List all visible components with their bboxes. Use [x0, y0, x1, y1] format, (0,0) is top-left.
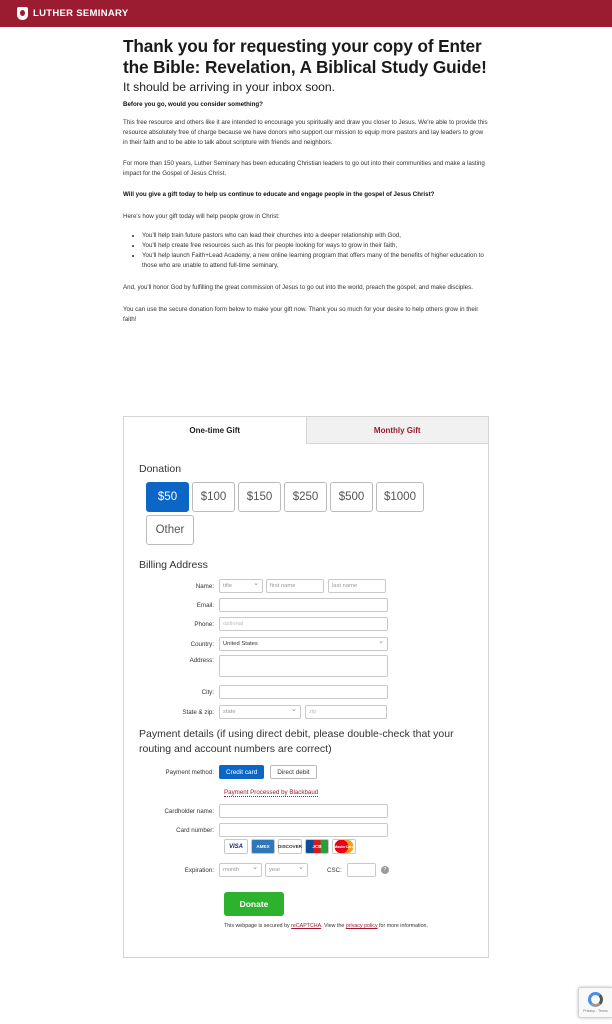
csc-label: CSC: [327, 866, 342, 874]
country-label: Country: [190, 640, 214, 648]
amount-1000-button[interactable]: $1000 [376, 482, 424, 512]
site-header [0, 0, 612, 27]
luther-logo-icon[interactable] [17, 7, 28, 20]
cardholder-row [124, 804, 388, 818]
privacy-policy-link[interactable]: privacy policy [345, 923, 378, 929]
state-zip-row [124, 705, 387, 719]
billing-heading: Billing Address [139, 559, 208, 571]
form-intro-paragraph: You can use the secure donation form below to make your gift now. Thank you so much for your desire to help others grow in their faith! [123, 306, 479, 323]
year-select[interactable]: year ⌄ [265, 863, 308, 877]
gift-ask-paragraph: Will you give a gift today to help us continue to educate and engage people in the gospel of Jesus Christ? [123, 191, 435, 198]
country-select[interactable]: United States ⌄ [219, 637, 388, 651]
help-icon[interactable]: ? [381, 866, 389, 874]
jcb-card-icon: JCB [305, 839, 329, 854]
state-select[interactable]: state ⌄ [219, 705, 301, 719]
history-paragraph: For more than 150 years, Luther Seminary has been educating Christian leaders to go out into their communities and make a lasting impact for the Gospel of Jesus Christ. [123, 160, 485, 177]
blackbaud-link[interactable]: Payment Processed by Blackbaud [224, 789, 319, 796]
state-zip-label: State & zip: [182, 708, 214, 716]
expiration-label: Expiration: [184, 866, 214, 874]
address-label: Address: [189, 657, 214, 664]
amount-options [146, 482, 436, 545]
amount-500-button[interactable]: $500 [330, 482, 373, 512]
credit-card-button[interactable]: Credit card [219, 765, 264, 779]
phone-label: Phone: [194, 620, 214, 628]
card-number-field[interactable] [219, 823, 388, 837]
phone-field[interactable]: optional [219, 617, 388, 631]
impact-list [123, 231, 489, 271]
donation-form [123, 416, 489, 958]
page-subtitle: It should be arriving in your inbox soon. [123, 80, 336, 94]
name-row [124, 579, 386, 593]
city-row [124, 685, 388, 699]
lead-question: Before you go, would you consider something? [123, 101, 263, 108]
cardholder-label: Cardholder name: [164, 807, 214, 815]
card-number-label: Card number: [176, 826, 214, 834]
recaptcha-badge-text[interactable]: Privacy - Terms [583, 1009, 608, 1013]
amount-250-button[interactable]: $250 [284, 482, 327, 512]
recaptcha-link[interactable]: reCAPTCHA [291, 923, 322, 929]
payment-method-row [124, 765, 317, 779]
notice-text: . View the [321, 923, 346, 929]
phone-row [124, 617, 388, 631]
notice-text: This webpage is secured by [224, 923, 292, 929]
last-name-input[interactable]: last name [328, 579, 386, 593]
country-row [124, 637, 388, 651]
city-label: City: [201, 688, 214, 696]
donation-heading: Donation [139, 463, 182, 475]
list-item: • You'll help launch Faith+Lead Academy, a new online learning program that offers many of the benefits of higher education to those who are unable to attend full-time seminary, [142, 251, 489, 271]
cardholder-field[interactable] [219, 804, 388, 818]
tab-monthly-gift[interactable]: Monthly Gift [307, 417, 489, 444]
email-row [124, 598, 388, 612]
list-item: • You'll help train future pastors who can lead their churches into a deeper relationship with God, [142, 231, 489, 241]
address-row [124, 655, 388, 677]
commission-paragraph: And, you'll honor God by fulfilling the great commission of Jesus to go out into the world, preach the gospel, and make disciples. [123, 284, 473, 291]
email-field[interactable] [219, 598, 388, 612]
city-field[interactable] [219, 685, 388, 699]
list-item: • You'll help create free resources such as this for people looking for ways to grow in their faith, [142, 241, 489, 251]
card-number-row [124, 823, 388, 837]
month-select[interactable]: month ⌄ [219, 863, 262, 877]
brand-name[interactable]: LUTHER SEMINARY [33, 8, 129, 19]
recaptcha-badge[interactable] [578, 987, 612, 1018]
email-label: Email: [196, 601, 214, 609]
mastercard-card-icon: MasterCard [332, 839, 356, 854]
csc-field[interactable] [347, 863, 376, 877]
payment-method-label: Payment method: [165, 768, 214, 776]
amex-card-icon: AMEX [251, 839, 275, 854]
expiration-row [124, 863, 389, 877]
discover-card-icon: DISCOVER [278, 839, 302, 854]
direct-debit-button[interactable]: Direct debit [270, 765, 316, 779]
recaptcha-icon [588, 992, 603, 1007]
notice-text: for more information. [377, 923, 428, 929]
name-label: Name: [195, 582, 214, 590]
donate-button[interactable]: Donate [224, 892, 284, 916]
payment-heading: Payment details (if using direct debit, please double-check that your routing and account numbers are correct) [139, 728, 454, 755]
title-select[interactable]: title ⌄ [219, 579, 263, 593]
main-content [123, 36, 489, 325]
visa-card-icon: VISA [224, 839, 248, 854]
zip-field[interactable]: zip [305, 705, 387, 719]
amount-50-button[interactable]: $50 [146, 482, 189, 512]
address-field[interactable] [219, 655, 388, 677]
tab-one-time-gift[interactable]: One-time Gift [124, 417, 307, 444]
amount-other-button[interactable]: Other [146, 515, 194, 545]
accepted-cards [224, 839, 356, 854]
page-title: Thank you for requesting your copy of Enter the Bible: Revelation, A Biblical Study Guide! [123, 36, 487, 77]
amount-100-button[interactable]: $100 [192, 482, 235, 512]
intro-paragraph: This free resource and others like it are intended to encourage you spiritually and draw you closer to Jesus. We're able to provide this resource absolutely free of charge because we have donors who support our mission to equip more pastors and lay leaders to grow in their faith and to be able to talk about scripture with friends and neighbors. [123, 119, 488, 146]
amount-150-button[interactable]: $150 [238, 482, 281, 512]
recaptcha-notice [224, 923, 428, 929]
gift-tabs [124, 417, 488, 444]
first-name-input[interactable]: first name [266, 579, 324, 593]
impact-intro: Here's how your gift today will help people grow in Christ: [123, 213, 280, 220]
